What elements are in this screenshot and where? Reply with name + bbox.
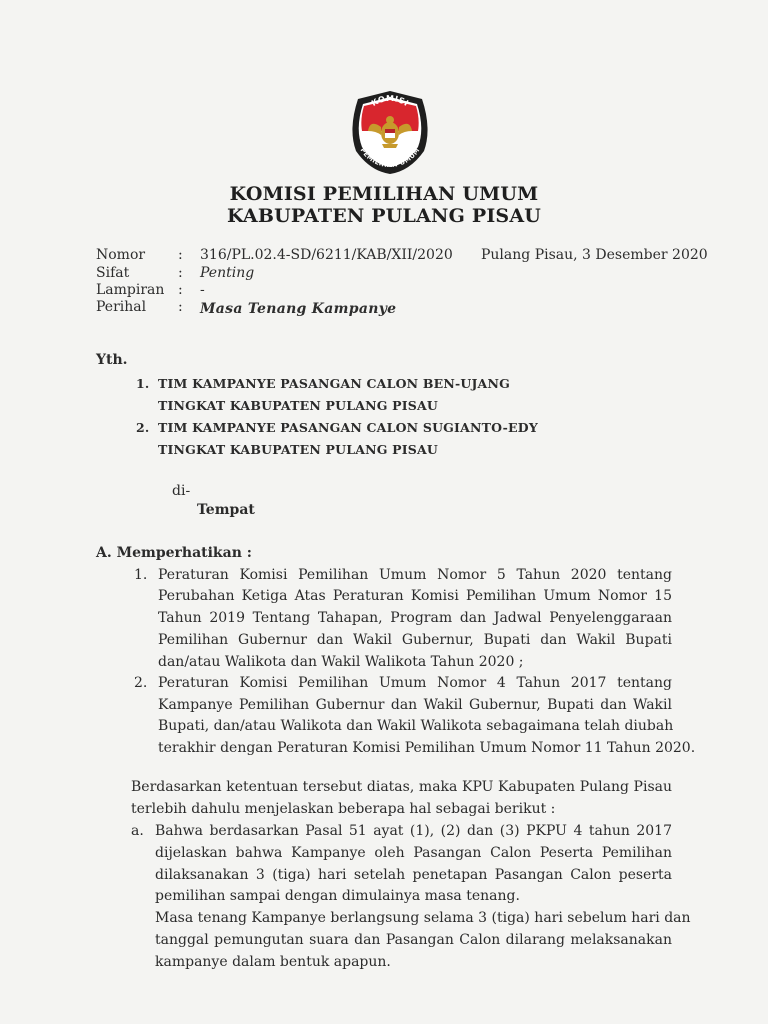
yth-label: Yth. — [96, 352, 128, 368]
perihal-value: Masa Tenang Kampanye — [200, 301, 397, 317]
section-a-item1-line: Peraturan Komisi Pemilihan Umum Nomor 5 Tahun 2020 tentang — [158, 567, 672, 583]
sifat-label: Sifat — [96, 265, 130, 281]
recipient-2-number: 2. — [136, 420, 150, 435]
svg-text:KOMISI: KOMISI — [369, 93, 411, 109]
colon: : — [178, 247, 183, 263]
meta-row-nomor — [96, 247, 716, 265]
sifat-value: Penting — [200, 265, 255, 281]
point-a-line: tanggal pemungutan suara dan Pasangan Calon dilarang melaksanakan — [155, 932, 672, 948]
colon: : — [178, 299, 183, 315]
point-a-line: Masa tenang Kampanye berlangsung selama 3 (tiga) hari sebelum hari dan — [155, 910, 691, 926]
tempat-label: Tempat — [197, 502, 255, 518]
recipient-1-number: 1. — [136, 376, 150, 391]
meta-row-lampiran — [96, 282, 716, 300]
point-a-line: pemilihan sampai dengan dimulainya masa tenang. — [155, 888, 520, 904]
meta-row-perihal — [96, 299, 716, 317]
lampiran-value: - — [200, 282, 205, 298]
org-title-line2: KABUPATEN PULANG PISAU — [226, 205, 542, 227]
letter-date: Pulang Pisau, 3 Desember 2020 — [481, 247, 708, 263]
nomor-label: Nomor — [96, 247, 146, 263]
lampiran-label: Lampiran — [96, 282, 165, 298]
point-a-line: dilaksanakan 3 (tiga) hari setelah penetapan Pasangan Calon peserta — [155, 867, 672, 883]
point-a-label: a. — [131, 823, 144, 839]
recipient-2-line1: TIM KAMPANYE PASANGAN CALON SUGIANTO-EDY — [158, 420, 538, 435]
section-a-item2-line: Bupati, dan/atau Walikota dan Wakil Walikota sebagaimana telah diubah — [158, 718, 674, 734]
section-a-item1-line: Tahun 2019 Tentang Tahapan, Program dan Jadwal Penyelenggaraan — [158, 610, 672, 626]
section-a-item1-number: 1. — [134, 567, 148, 583]
di-label: di- — [172, 483, 191, 499]
nomor-value: 316/PL.02.4-SD/6211/KAB/XII/2020 — [200, 247, 453, 263]
recipient-1-line1: TIM KAMPANYE PASANGAN CALON BEN-UJANG — [158, 376, 510, 391]
point-a-line: kampanye dalam bentuk apapun. — [155, 954, 391, 970]
section-a-item1-line: Pemilihan Gubernur dan Wakil Gubernur, Bupati dan Wakil Bupati — [158, 632, 672, 648]
perihal-label: Perihal — [96, 299, 147, 315]
section-a-item2-number: 2. — [134, 675, 148, 691]
colon: : — [178, 282, 183, 298]
org-title-line1: KOMISI PEMILIHAN UMUM — [229, 183, 539, 205]
body-intro-line: Berdasarkan ketentuan tersebut diatas, maka KPU Kabupaten Pulang Pisau — [131, 779, 672, 795]
kpu-logo — [346, 89, 434, 175]
meta-row-sifat — [96, 265, 716, 283]
colon: : — [178, 265, 183, 281]
section-a-heading: A. Memperhatikan : — [96, 545, 252, 561]
recipient-1-line2: TINGKAT KABUPATEN PULANG PISAU — [158, 398, 439, 413]
section-a-item2-line: Kampanye Pemilihan Gubernur dan Wakil Gubernur, Bupati dan Wakil — [158, 697, 672, 713]
section-a-item2-line: Peraturan Komisi Pemilihan Umum Nomor 4 Tahun 2017 tentang — [158, 675, 672, 691]
section-a-item1-line: Perubahan Ketiga Atas Peraturan Komisi Pemilihan Umum Nomor 15 — [158, 588, 672, 604]
section-a-item2-line: terakhir dengan Peraturan Komisi Pemilihan Umum Nomor 11 Tahun 2020. — [158, 740, 696, 756]
svg-text:PEMILIHAN UMUM: PEMILIHAN UMUM — [358, 146, 422, 170]
body-intro-line: terlebih dahulu menjelaskan beberapa hal sebagai berikut : — [131, 801, 556, 817]
point-a-line: Bahwa berdasarkan Pasal 51 ayat (1), (2) dan (3) PKPU 4 tahun 2017 — [155, 823, 672, 839]
recipient-2-line2: TINGKAT KABUPATEN PULANG PISAU — [158, 442, 439, 457]
point-a-line: dijelaskan bahwa Kampanye oleh Pasangan Calon Peserta Pemilihan — [155, 845, 672, 861]
section-a-item1-line: dan/atau Walikota dan Wakil Walikota Tahun 2020 ; — [158, 654, 524, 670]
